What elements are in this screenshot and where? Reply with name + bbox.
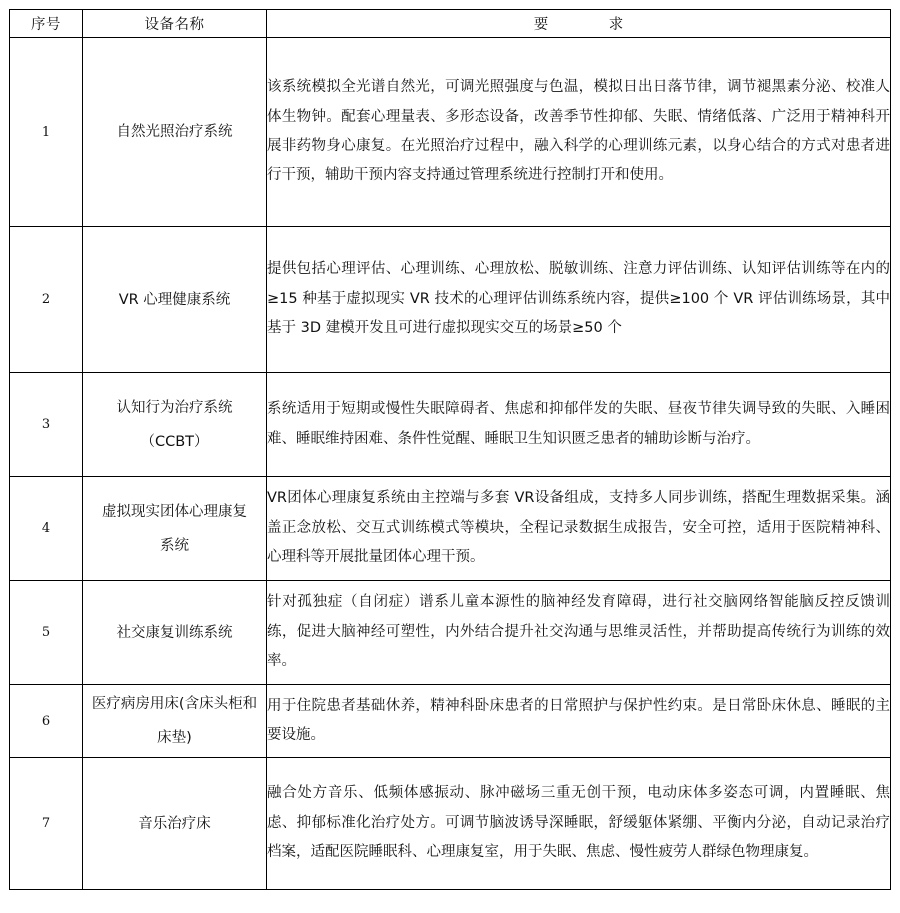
row-device-name: 社交康复训练系统 bbox=[83, 581, 267, 685]
row-requirement: 用于住院患者基础休养，精神科卧床患者的日常照护与保护性约束。是日常卧床休息、睡眠的主要设施。 bbox=[267, 685, 891, 758]
row-requirement: 系统适用于短期或慢性失眠障碍者、焦虑和抑郁伴发的失眠、昼夜节律失调导致的失眠、入睡困难、睡眠维持困难、条件性觉醒、睡眠卫生知识匮乏患者的辅助诊断与治疗。 bbox=[267, 373, 891, 477]
table-row bbox=[10, 227, 891, 373]
table-row bbox=[10, 477, 891, 581]
row-index: 2 bbox=[10, 227, 83, 373]
table-row bbox=[10, 581, 891, 685]
table-row bbox=[10, 38, 891, 227]
row-index: 3 bbox=[10, 373, 83, 477]
header-index: 序号 bbox=[10, 10, 83, 38]
row-index: 7 bbox=[10, 758, 83, 890]
header-row bbox=[10, 10, 891, 38]
header-name: 设备名称 bbox=[83, 10, 267, 38]
row-device-name: 认知行为治疗系统（CCBT） bbox=[83, 373, 267, 477]
table-row bbox=[10, 758, 891, 890]
row-requirement: 提供包括心理评估、心理训练、心理放松、脱敏训练、注意力评估训练、认知评估训练等在内的≥15 种基于虚拟现实 VR 技术的心理评估训练系统内容，提供≥100 个 VR 评估训练场景，其中基于 3D 建模开发且可进行虚拟现实交互的场景≥50 个 bbox=[267, 227, 891, 373]
table-row bbox=[10, 685, 891, 758]
row-index: 1 bbox=[10, 38, 83, 227]
row-requirement: 该系统模拟全光谱自然光，可调光照强度与色温，模拟日出日落节律，调节褪黑素分泌、校准人体生物钟。配套心理量表、多形态设备，改善季节性抑郁、失眠、情绪低落、广泛用于精神科开展非药物身心康复。在光照治疗过程中，融入科学的心理训练元素，以身心结合的方式对患者进行干预，辅助干预内容支持通过管理系统进行控制打开和使用。 bbox=[267, 38, 891, 227]
row-device-name: VR 心理健康系统 bbox=[83, 227, 267, 373]
header-requirement bbox=[267, 10, 891, 38]
row-requirement: VR团体心理康复系统由主控端与多套 VR设备组成，支持多人同步训练，搭配生理数据采集。涵盖正念放松、交互式训练模式等模块，全程记录数据生成报告，安全可控，适用于医院精神科、心理科等开展批量团体心理干预。 bbox=[267, 477, 891, 581]
equipment-requirements-table bbox=[9, 9, 891, 890]
row-index: 6 bbox=[10, 685, 83, 758]
row-device-name: 音乐治疗床 bbox=[83, 758, 267, 890]
row-requirement: 融合处方音乐、低频体感振动、脉冲磁场三重无创干预，电动床体多姿态可调，内置睡眠、焦虑、抑郁标准化治疗处方。可调节脑波诱导深睡眠，舒缓躯体紧绷、平衡内分泌，自动记录治疗档案，适配医院睡眠科、心理康复室，用于失眠、焦虑、慢性疲劳人群绿色物理康复。 bbox=[267, 758, 891, 890]
row-index: 4 bbox=[10, 477, 83, 581]
row-index: 5 bbox=[10, 581, 83, 685]
table-row bbox=[10, 373, 891, 477]
row-requirement: 针对孤独症（自闭症）谱系儿童本源性的脑神经发育障碍，进行社交脑网络智能脑反控反馈训练，促进大脑神经可塑性，内外结合提升社交沟通与思维灵活性，并帮助提高传统行为训练的效率。 bbox=[267, 581, 891, 685]
row-device-name: 医疗病房用床(含床头柜和床垫) bbox=[83, 685, 267, 758]
row-device-name: 虚拟现实团体心理康复系统 bbox=[83, 477, 267, 581]
header-requirement-label: 要 求 bbox=[533, 17, 652, 33]
row-device-name: 自然光照治疗系统 bbox=[83, 38, 267, 227]
